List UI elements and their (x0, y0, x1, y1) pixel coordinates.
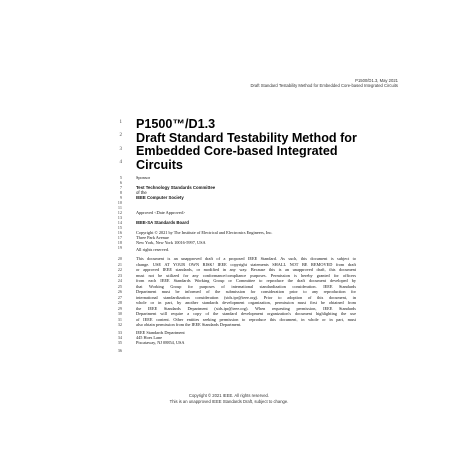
line-number: 24 (117, 278, 122, 283)
line-number: 19 (117, 245, 122, 250)
standards-board: IEEE-SA Standards Board (136, 220, 189, 225)
line-number: 30 (117, 311, 122, 316)
sponsor-label: Sponsor (136, 175, 151, 180)
line-number: 3 (119, 147, 122, 152)
address-line-2: 445 Hoes Lane (136, 335, 163, 340)
page-title-line-4: Circuits (136, 157, 183, 172)
header-draft-id: P1500/D1.3, May 2021 (355, 78, 398, 83)
notice-line: from each IEEE Standards Working Group or Committee to reproduce the draft document developed by (136, 278, 356, 283)
line-number: 8 (119, 190, 122, 195)
line-number: 1 (119, 120, 122, 125)
line-number: 15 (117, 225, 122, 230)
line-number: 18 (117, 240, 122, 245)
line-number: 27 (117, 294, 122, 300)
page-footer (0, 393, 458, 404)
notice-line: This document is an unapproved draft of a proposed IEEE Standard. As such, this document is subject to (136, 256, 356, 261)
line-number: 21 (117, 261, 122, 267)
committee-name: Test Technology Standards Committee (136, 185, 216, 190)
header-draft-title: Draft Standard Testability Method for Embedded Core-based Integrated Circuits (250, 83, 398, 88)
line-number: 35 (117, 340, 122, 345)
page-title-line-3: Embedded Core-based Integrated (136, 144, 338, 158)
line-number: 9 (119, 195, 122, 200)
copyright-line-3: New York, New York 10016-5997, USA (136, 240, 206, 245)
notice-line: or approved IEEE standards, or modified in any way. Because this is an unapproved draft, this document (136, 267, 356, 272)
line-number: 14 (117, 220, 122, 225)
address-line-1: IEEE Standards Department (136, 330, 185, 335)
draft-notice-paragraph (136, 256, 356, 328)
line-number: 33 (117, 330, 122, 335)
committee-society: IEEE Computer Society (136, 195, 184, 200)
footer-draft-notice: This is an unapproved IEEE Standards Draft, subject to change. (169, 398, 289, 404)
line-number: 25 (117, 283, 122, 289)
running-header (251, 78, 399, 88)
address-line-3: Piscataway, NJ 08854, USA (136, 340, 185, 345)
rights-statement: All rights reserved. (136, 247, 170, 252)
notice-line: international standardization consideration (stds.ipr@ieee.org). Prior to adoption of this document, in (136, 294, 356, 300)
copyright-line-1: Copyright © 2021 by The Institute of Electrical and Electronics Engineers, Inc. (136, 230, 273, 235)
notice-line: also obtain permission from the IEEE Standards Department. (136, 322, 242, 327)
line-number: 5 (119, 175, 122, 180)
notice-line: must not be utilized for any conformance/compliance purposes. Permission is hereby granted for officers (136, 272, 356, 278)
line-number: 6 (119, 180, 122, 185)
notice-line: whole or in part, by another standards development organization, permission must first be obtained from (136, 300, 356, 305)
page-title-line-2: Draft Standard Testability Method for (136, 130, 357, 145)
approval-date: Approved <Date Approved> (136, 210, 186, 215)
line-number: 23 (117, 272, 122, 278)
notice-line: Department will require a copy of the standard development organization's document highlighting the use (136, 311, 356, 316)
notice-line: the IEEE Standards Department (stds.ipr@ieee.org). When requesting permission, IEEE Standards (136, 305, 356, 311)
page-title-line-1: P1500™/D1.3 (136, 117, 216, 131)
line-number: 4 (119, 160, 122, 165)
line-number: 11 (117, 205, 122, 210)
notice-line: change. USE AT YOUR OWN RISK! IEEE copyright statements SHALL NOT BE REMOVED from draft (136, 261, 356, 267)
footer-copyright: Copyright © 2021 IEEE. All rights reserved. (188, 393, 270, 398)
line-number: 31 (117, 316, 122, 322)
notice-line: Department must be informed of the submission for consideration prior to any reproduction for (136, 289, 356, 294)
line-number: 16 (117, 230, 122, 235)
line-number: 17 (117, 235, 122, 240)
line-number: 32 (117, 322, 122, 327)
notice-line: that Working Group for purposes of international standardization consideration. IEEE Standards (136, 283, 356, 289)
notice-line: of IEEE content. Other entities seeking permission to reproduce this document, in whole or in part, must (136, 316, 356, 322)
committee-of: of the (136, 190, 147, 195)
line-number: 20 (117, 256, 122, 261)
line-number: 26 (117, 289, 122, 294)
line-number: 12 (117, 210, 122, 215)
line-number: 2 (119, 133, 122, 138)
line-number: 29 (117, 305, 122, 311)
line-number: 22 (117, 267, 122, 272)
copyright-line-2: Three Park Avenue (136, 235, 169, 240)
line-number: 28 (117, 300, 122, 305)
line-number: 34 (117, 335, 122, 340)
line-number: 7 (119, 185, 122, 190)
line-number: 36 (117, 348, 122, 353)
line-number: 13 (117, 215, 122, 220)
line-number: 10 (117, 200, 122, 205)
